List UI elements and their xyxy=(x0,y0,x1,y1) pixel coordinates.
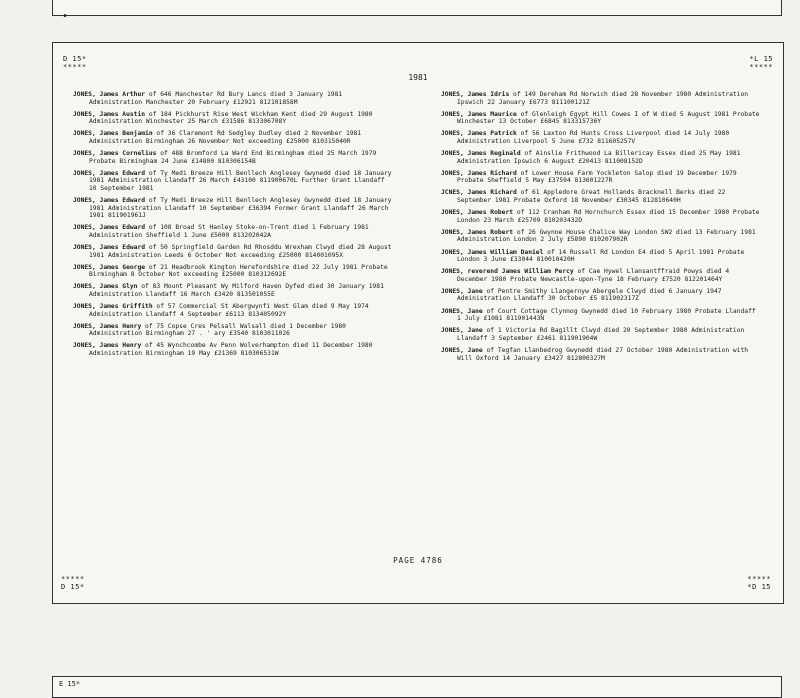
entry-forenames: James Robert xyxy=(467,228,514,236)
probate-entry xyxy=(441,189,761,204)
probate-entry xyxy=(441,209,764,224)
entry-surname: JONES, xyxy=(73,110,96,118)
entry-forenames: James Cornelius xyxy=(99,150,157,158)
entry-details: of Ty Medi Breeze Hill Benllech Anglesey Gwynedd died 18 January 1981 Administration Llandaff 26 March £43100 811900670L Further Grant Llandaff 10 September 1981 xyxy=(89,169,396,192)
entry-details: of Ainslie Frithwood La Billericay Essex died 25 May 1981 Administration Ipswich 6 August £20413 811008152D xyxy=(457,150,745,165)
entry-details: of 36 Claremont Rd Sedgley Dudley died 2 November 1981 Administration Birmingham 26 November Not exceeding £25000 810315040R xyxy=(89,130,365,145)
entry-surname: JONES, xyxy=(73,91,96,98)
entry-forenames: James Henry xyxy=(99,342,142,350)
bottom-right-corner-mark xyxy=(747,575,771,591)
probate-entry xyxy=(73,169,396,193)
probate-entry xyxy=(441,288,761,303)
entry-details: of 14 Russell Rd London E4 died 5 April 1981 Probate London 3 June £33044 810010420H xyxy=(457,248,749,264)
probate-entry xyxy=(441,130,761,145)
entry-forenames: James Patrick xyxy=(467,130,517,138)
entry-forenames: James Austin xyxy=(99,110,146,118)
entry-surname: JONES, xyxy=(73,130,96,138)
entry-surname: JONES, xyxy=(441,150,464,158)
entry-details: of 75 Copse Cres Pelsall Walsall died 1 December 1980 Administration Birmingham 27 . ' ary £3540 8103011026 xyxy=(89,322,350,338)
entry-surname: JONES, xyxy=(441,228,464,236)
probate-entry xyxy=(73,224,393,239)
entry-forenames: James Edward xyxy=(99,244,146,251)
probate-entry xyxy=(73,303,393,318)
entry-forenames: Jane xyxy=(467,307,483,315)
entry-details: of 112 Cranham Rd Hornchurch Essex died 15 December 1980 Probate London 23 March £25709 810203432D xyxy=(457,209,764,224)
entry-details: of 26 Gwynne House Chalice Way London SW2 died 13 February 1981 Administration London 2 July £5890 810207902R xyxy=(457,228,760,244)
entry-surname: JONES, xyxy=(73,224,96,232)
entry-details: of 61 Appledore Great Hollands Bracknell Berks died 22 September 1981 Probate Oxford 18 November £30345 812810640H xyxy=(457,189,730,205)
probate-entry xyxy=(441,91,761,106)
corner-code: D 15* xyxy=(61,583,85,591)
probate-entry xyxy=(441,110,764,126)
entry-details: of Cae Hywel Llansantffraid Powys died 4 December 1980 Probate Newcastle-upon-Tyne 18 February £7520 812201464Y xyxy=(457,268,733,283)
entry-forenames: James Richard xyxy=(467,189,517,197)
entry-details: of 184 Pickhurst Rise West Wickham Kent died 29 August 1980 Administration Winchester 25 March £31586 813306708Y xyxy=(89,110,377,126)
entry-details: of Lower House Farm Yockleton Salop died 19 December 1979 Probate Sheffield 5 May £37594 813601227R xyxy=(457,169,741,185)
entry-forenames: James George xyxy=(99,263,146,271)
scan-mark: • xyxy=(62,11,69,22)
entry-forenames: James Idris xyxy=(467,91,510,98)
top-left-corner-mark xyxy=(63,55,87,71)
probate-entry xyxy=(441,170,761,185)
probate-entry xyxy=(73,323,393,338)
entry-surname: JONES, xyxy=(441,307,464,315)
entry-forenames: James William Daniel xyxy=(467,248,544,256)
corner-code: *L 15 xyxy=(749,55,773,63)
probate-entry xyxy=(73,244,396,259)
entry-details: of Ty Medi Breeze Hill Benllech Anglesey Gwynedd died 18 January 1981 Administration Llandaff 10 September £36394 Former Grant Llandaff 26 March 1981 811901961J xyxy=(89,197,396,220)
entry-details: of Court Cottage Clynnog Gwynedd died 10 February 1980 Probate Llandaff 1 July £1081 811901443N xyxy=(457,307,760,323)
entry-details: of 488 Bromford La Ward End Birmingham died 25 March 1979 Probate Birmingham 24 June £14800 810306154B xyxy=(89,150,381,165)
entry-details: of 108 Broad St Hanley Stoke-on-Trent died 1 February 1981 Administration Sheffield 1 June £5000 813202042A xyxy=(89,224,373,239)
entry-surname: JONES, xyxy=(73,263,96,271)
entry-forenames: James Glyn xyxy=(99,283,138,291)
entry-surname: JONES, xyxy=(73,342,96,350)
entry-details: of 83 Mount Pleasant Wy Milford Haven Dyfed died 30 January 1981 Administration Llandaff 16 March £3420 813501055E xyxy=(89,283,388,298)
bottom-left-corner-mark xyxy=(61,575,85,591)
probate-entry xyxy=(441,347,761,362)
entry-surname: JCNES, xyxy=(441,189,464,197)
register-year: 1981 xyxy=(408,73,428,82)
entry-surname: JONES, xyxy=(441,327,464,335)
entry-details: of Tegfan Llanbedrog Gwynedd died 27 October 1980 Administration with Will Oxford 14 January £3427 812800327M xyxy=(457,346,752,362)
previous-page-frame xyxy=(52,0,782,16)
entry-forenames: James Reginald xyxy=(467,150,521,158)
probate-entry xyxy=(441,229,761,244)
top-right-corner-mark xyxy=(749,55,773,71)
right-column xyxy=(441,91,764,367)
entry-surname: JONES, xyxy=(441,287,464,295)
entry-forenames: Jane xyxy=(467,287,483,295)
probate-entry xyxy=(441,268,761,283)
corner-stars: ***** xyxy=(61,575,85,583)
corner-stars: ***** xyxy=(749,63,773,71)
entry-surname: JONES, xyxy=(441,169,464,177)
entry-surname: JONES, xyxy=(73,169,96,177)
entry-forenames: James Maurice xyxy=(467,110,517,118)
probate-entry xyxy=(73,264,393,279)
entry-surname: JONES, xyxy=(73,197,96,205)
entry-surname: JONES, xyxy=(73,244,96,251)
entry-forenames: James Richard xyxy=(467,169,517,177)
entry-surname: JONES, xyxy=(441,130,464,138)
page-footer xyxy=(53,556,783,565)
entry-surname: JONES, xyxy=(441,248,464,256)
probate-entry xyxy=(73,197,396,220)
probate-entry xyxy=(441,327,761,342)
entry-surname: JONES, xyxy=(73,322,96,330)
page-number: 4786 xyxy=(420,556,443,565)
entry-details: of Glenleigh Egypt Hill Cowes I of W died 5 August 1981 Probate Winchester 13 October £6845 813315736Y xyxy=(457,110,764,126)
probate-entry xyxy=(73,283,393,298)
next-page-label: E 15* xyxy=(59,680,81,688)
entry-surname: JONES, xyxy=(73,150,96,158)
entry-surname: JONES, xyxy=(441,91,464,98)
next-page-frame xyxy=(52,676,782,698)
entry-details: of 1 Victoria Rd Bagillt Clwyd died 20 September 1980 Administration Llandaff 3 September £2461 811901904W xyxy=(457,327,749,342)
corner-code: D 15* xyxy=(63,55,87,63)
left-column xyxy=(73,91,396,362)
entry-details: of 21 Headbrook Kington Herefordshire died 22 July 1981 Probate Birmingham 8 October Not exceeding £25000 810312692E xyxy=(89,263,392,279)
entry-forenames: James Arthur xyxy=(99,91,146,98)
entry-details: of 646 Manchester Rd Bury Lancs died 3 January 1981 Administration Manchester 20 February £12921 812101858M xyxy=(89,91,346,106)
probate-entry xyxy=(73,150,393,165)
probate-entry xyxy=(73,91,393,106)
entry-forenames: James Henry xyxy=(99,322,142,330)
entry-details: of 50 Springfield Garden Rd Rhosddu Wrexham Clwyd died 28 August 1981 Administration Leeds 6 October Not exceeding £25000 814001095X xyxy=(89,244,396,259)
page-label: PAGE xyxy=(393,556,416,565)
corner-code: *D 15 xyxy=(747,583,771,591)
entry-details: of 57 Commercial St Abergwynfi West Glam died 9 May 1974 Administration Llandaff 4 September £6113 813405092Y xyxy=(89,303,373,318)
entry-forenames: James Edward xyxy=(99,197,146,205)
entry-surname: JONES, xyxy=(441,346,464,354)
entry-details: of 45 Wynchcombe Av Penn Wolverhampton died 11 December 1980 Administration Birmingham 19 May £21369 810306531W xyxy=(89,342,377,358)
probate-entry xyxy=(73,342,393,357)
entry-forenames: James Edward xyxy=(99,169,146,177)
entry-surname: JONES, xyxy=(73,283,96,291)
register-page xyxy=(52,42,784,604)
entry-surname: JONES, xyxy=(73,303,96,311)
probate-entry xyxy=(73,111,393,126)
corner-stars: ***** xyxy=(747,575,771,583)
entry-forenames: James Benjamin xyxy=(99,130,153,138)
corner-stars: ***** xyxy=(63,63,87,71)
entry-details: of 56 Laxton Rd Hunts Cross Liverpool died 14 July 1980 Administration Liverpool 5 June £732 811605257V xyxy=(457,130,733,145)
probate-entry xyxy=(441,150,761,165)
entry-surname: JONES, xyxy=(441,268,464,276)
entry-surname: JONES, xyxy=(441,110,464,118)
entry-forenames: James Robert xyxy=(467,209,514,217)
entry-details: of Pentre Smithy Llangernyw Abergele Clwyd died 6 January 1947 Administration Llandaff 30 October £5 811902317Z xyxy=(457,287,726,303)
probate-entry xyxy=(73,130,393,145)
entry-forenames: reverend James William Percy xyxy=(467,268,574,276)
entry-forenames: Jane xyxy=(467,327,483,335)
entry-details: of 149 Dereham Rd Norwich died 28 November 1980 Administration Ipswich 22 January £6773 811100121Z xyxy=(457,91,752,106)
probate-entry xyxy=(441,308,761,323)
entry-surname: JONES, xyxy=(441,209,464,217)
entry-forenames: James Edward xyxy=(99,224,146,232)
entry-forenames: Jane xyxy=(467,346,483,354)
entry-forenames: James Griffith xyxy=(99,303,153,311)
probate-entry xyxy=(441,249,761,264)
